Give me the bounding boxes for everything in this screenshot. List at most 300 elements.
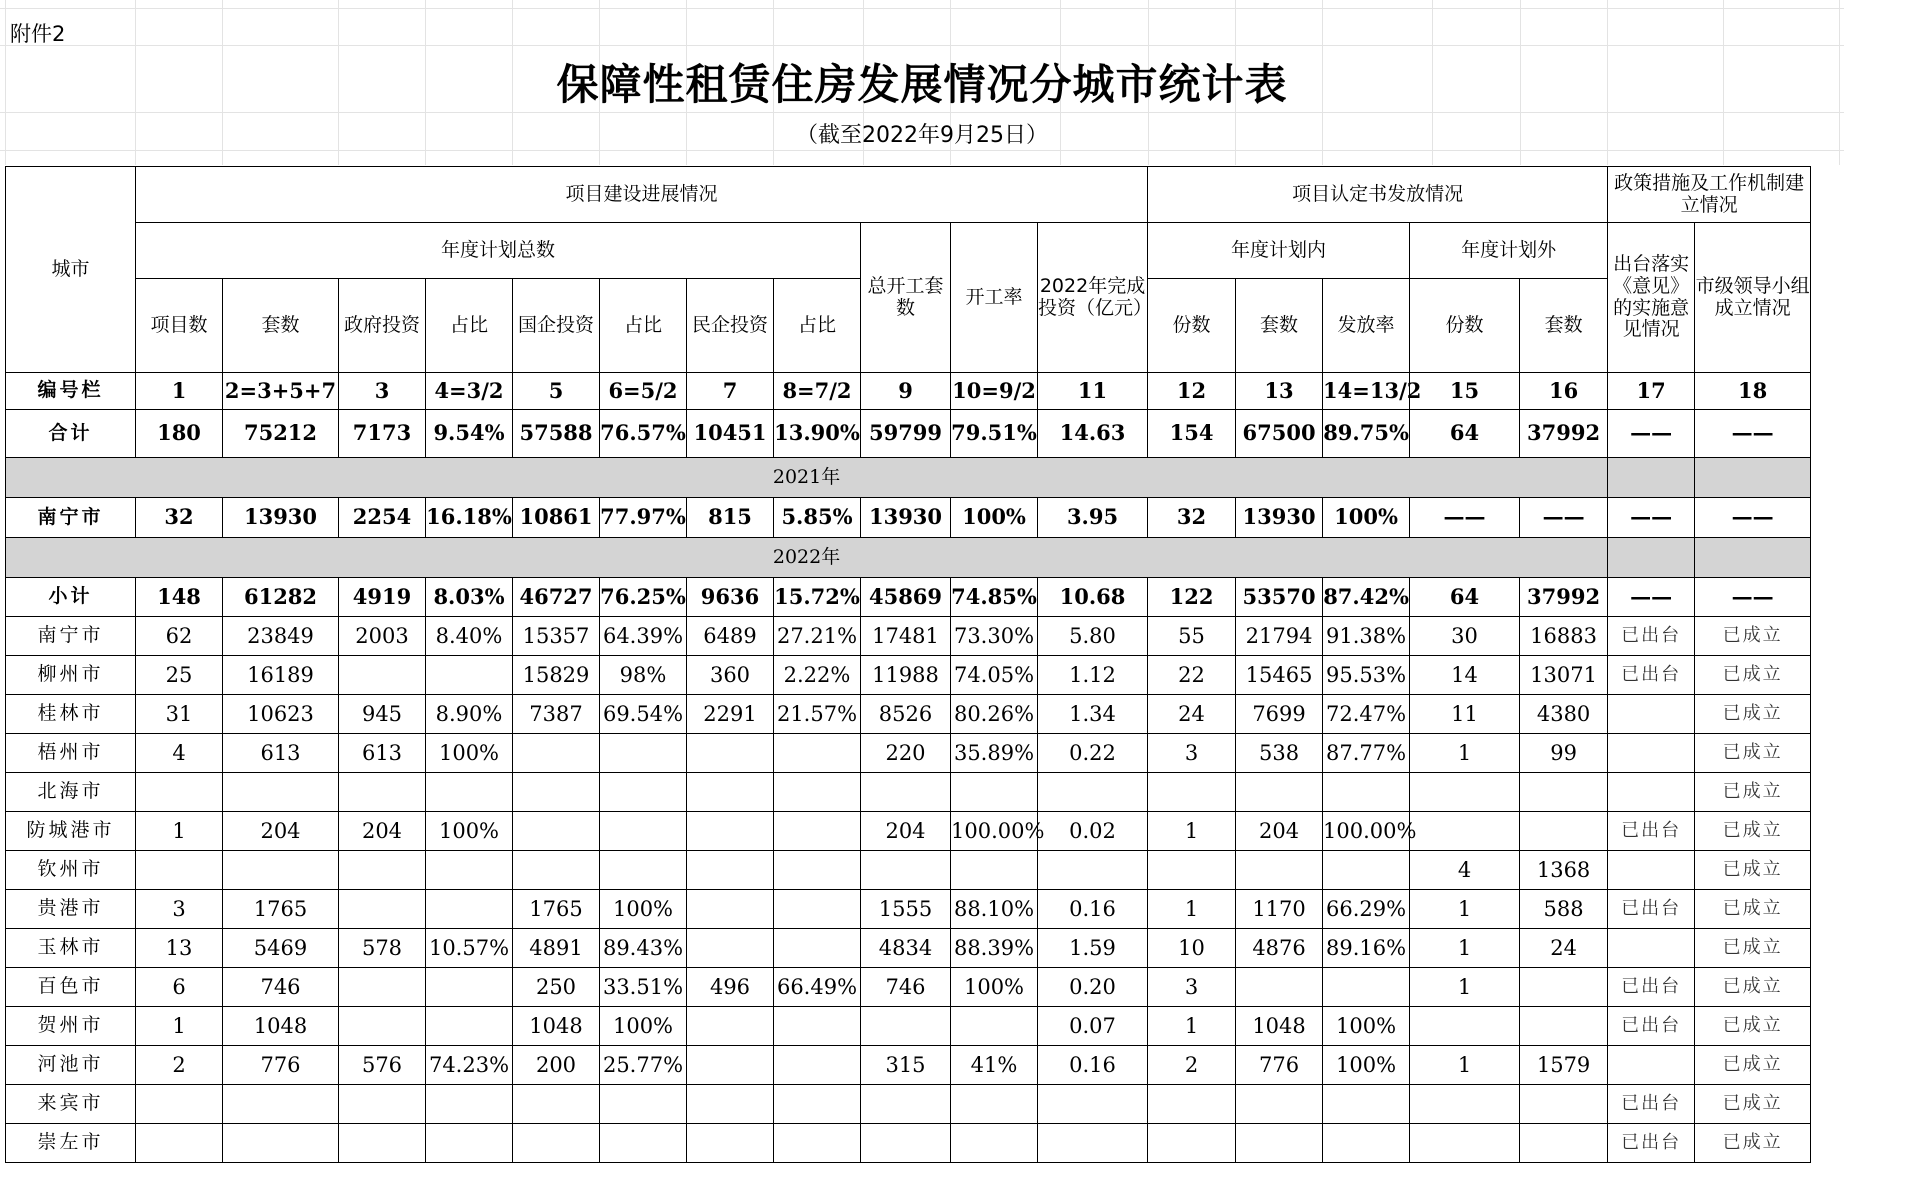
table-cell: 1 bbox=[136, 1007, 223, 1046]
table-cell bbox=[951, 851, 1038, 890]
table-cell: 8.90% bbox=[426, 695, 513, 734]
table-cell bbox=[223, 1085, 339, 1124]
table-cell: 14.63 bbox=[1038, 410, 1148, 458]
table-cell: 1 bbox=[1410, 1046, 1520, 1085]
table-cell: 24 bbox=[1148, 695, 1236, 734]
header-policy: 政策措施及工作机制建立情况 bbox=[1608, 167, 1811, 223]
header-units-in: 套数 bbox=[1236, 279, 1323, 373]
city-name-cell: 崇左市 bbox=[6, 1124, 136, 1163]
table-cell: 8.03% bbox=[426, 578, 513, 617]
table-cell bbox=[1608, 929, 1695, 968]
table-cell: 61282 bbox=[223, 578, 339, 617]
table-cell bbox=[223, 1124, 339, 1163]
table-cell bbox=[1410, 773, 1520, 812]
table-cell: 9 bbox=[861, 373, 951, 410]
table-cell: 14 bbox=[1410, 656, 1520, 695]
table-cell: 91.38% bbox=[1323, 617, 1410, 656]
table-cell: 3 bbox=[1148, 734, 1236, 773]
table-cell: 1.34 bbox=[1038, 695, 1148, 734]
table-cell: 576 bbox=[339, 1046, 426, 1085]
table-cell: 80.26% bbox=[951, 695, 1038, 734]
table-cell: 13930 bbox=[223, 498, 339, 538]
table-cell: 1579 bbox=[1520, 1046, 1608, 1085]
table-cell: 0.07 bbox=[1038, 1007, 1148, 1046]
table-cell bbox=[1038, 773, 1148, 812]
table-cell: 776 bbox=[1236, 1046, 1323, 1085]
table-cell: 13 bbox=[136, 929, 223, 968]
status-cell: 已成立 bbox=[1695, 695, 1811, 734]
table-cell: 76.25% bbox=[600, 578, 687, 617]
table-cell: 89.16% bbox=[1323, 929, 1410, 968]
status-cell: 已成立 bbox=[1695, 617, 1811, 656]
table-cell bbox=[861, 1085, 951, 1124]
status-cell: 已成立 bbox=[1695, 1124, 1811, 1163]
table-cell bbox=[426, 1007, 513, 1046]
table-cell: 2254 bbox=[339, 498, 426, 538]
table-cell: 17481 bbox=[861, 617, 951, 656]
table-cell bbox=[861, 851, 951, 890]
table-cell: —— bbox=[1520, 498, 1608, 538]
table-cell: 15465 bbox=[1236, 656, 1323, 695]
table-cell bbox=[774, 1046, 861, 1085]
table-cell: 46727 bbox=[513, 578, 600, 617]
city-row bbox=[6, 1085, 1927, 1124]
table-cell bbox=[136, 1085, 223, 1124]
table-cell: 88.39% bbox=[951, 929, 1038, 968]
table-cell: 5.85% bbox=[774, 498, 861, 538]
table-cell: 2=3+5+7 bbox=[223, 373, 339, 410]
table-cell: 0.02 bbox=[1038, 812, 1148, 851]
table-cell bbox=[774, 1007, 861, 1046]
table-cell: 2291 bbox=[687, 695, 774, 734]
table-cell: 33.51% bbox=[600, 968, 687, 1007]
table-cell: 6=5/2 bbox=[600, 373, 687, 410]
table-cell: 16189 bbox=[223, 656, 339, 695]
table-cell bbox=[1236, 773, 1323, 812]
table-cell: 746 bbox=[223, 968, 339, 1007]
header-invest-2022: 2022年完成投资（亿元） bbox=[1038, 223, 1148, 373]
table-cell bbox=[1148, 1085, 1236, 1124]
city-row bbox=[6, 734, 1927, 773]
table-cell: 30 bbox=[1410, 617, 1520, 656]
table-cell bbox=[1323, 968, 1410, 1007]
table-cell: 8526 bbox=[861, 695, 951, 734]
table-cell bbox=[1148, 773, 1236, 812]
status-cell: 已成立 bbox=[1695, 968, 1811, 1007]
header-construction: 项目建设进展情况 bbox=[136, 167, 1148, 223]
table-cell: 12 bbox=[1148, 373, 1236, 410]
table-cell: 2003 bbox=[339, 617, 426, 656]
table-cell: 62 bbox=[136, 617, 223, 656]
table-cell bbox=[339, 968, 426, 1007]
table-cell: —— bbox=[1695, 498, 1811, 538]
table-cell: —— bbox=[1410, 498, 1520, 538]
table-cell bbox=[339, 890, 426, 929]
table-cell: 204 bbox=[1236, 812, 1323, 851]
table-cell: 32 bbox=[136, 498, 223, 538]
table-cell bbox=[600, 773, 687, 812]
page-subtitle: （截至2022年9月25日） bbox=[796, 123, 1048, 148]
table-cell: 3 bbox=[339, 373, 426, 410]
table-cell: 613 bbox=[223, 734, 339, 773]
table-cell bbox=[1520, 773, 1608, 812]
table-cell: —— bbox=[1695, 410, 1811, 458]
city-name-cell: 梧州市 bbox=[6, 734, 136, 773]
city-name-cell: 来宾市 bbox=[6, 1085, 136, 1124]
table-cell bbox=[687, 1007, 774, 1046]
table-cell: 74.05% bbox=[951, 656, 1038, 695]
table-cell: 5 bbox=[513, 373, 600, 410]
table-cell: 204 bbox=[861, 812, 951, 851]
header-project-count: 项目数 bbox=[136, 279, 223, 373]
table-cell: 37992 bbox=[1520, 410, 1608, 458]
table-cell: 100% bbox=[1323, 1007, 1410, 1046]
table-cell: 1 bbox=[1410, 734, 1520, 773]
table-cell: —— bbox=[1695, 578, 1811, 617]
status-cell: 已成立 bbox=[1695, 1007, 1811, 1046]
table-cell bbox=[774, 1085, 861, 1124]
table-cell: 10861 bbox=[513, 498, 600, 538]
status-cell: 已出台 bbox=[1608, 890, 1695, 929]
table-cell: 7 bbox=[687, 373, 774, 410]
table-cell: 1.59 bbox=[1038, 929, 1148, 968]
table-cell bbox=[1608, 695, 1695, 734]
header-start-rate: 开工率 bbox=[951, 223, 1038, 373]
city-row bbox=[6, 968, 1927, 1007]
table-cell bbox=[861, 1124, 951, 1163]
table-cell bbox=[1148, 851, 1236, 890]
table-cell: 6 bbox=[136, 968, 223, 1007]
city-row bbox=[6, 617, 1927, 656]
table-cell: 64 bbox=[1410, 410, 1520, 458]
table-cell: 6489 bbox=[687, 617, 774, 656]
table-cell: 496 bbox=[687, 968, 774, 1007]
table-cell: 220 bbox=[861, 734, 951, 773]
table-cell: 64 bbox=[1410, 578, 1520, 617]
table-cell: 16.18% bbox=[426, 498, 513, 538]
table-cell: —— bbox=[1608, 498, 1695, 538]
table-cell bbox=[1323, 851, 1410, 890]
table-cell: 16883 bbox=[1520, 617, 1608, 656]
table-cell bbox=[687, 1124, 774, 1163]
city-row bbox=[6, 773, 1927, 812]
table-cell: 95.53% bbox=[1323, 656, 1410, 695]
table-cell: 1 bbox=[136, 812, 223, 851]
table-cell bbox=[687, 1046, 774, 1085]
table-cell bbox=[1038, 1124, 1148, 1163]
table-cell bbox=[1608, 1046, 1695, 1085]
table-cell: 538 bbox=[1236, 734, 1323, 773]
table-cell: 9636 bbox=[687, 578, 774, 617]
status-cell: 已出台 bbox=[1608, 1085, 1695, 1124]
table-cell: 4919 bbox=[339, 578, 426, 617]
table-cell: 98% bbox=[600, 656, 687, 695]
table-cell bbox=[1236, 1085, 1323, 1124]
table-cell: 25 bbox=[136, 656, 223, 695]
table-cell: 11988 bbox=[861, 656, 951, 695]
table-cell: 1 bbox=[136, 373, 223, 410]
table-cell bbox=[861, 773, 951, 812]
table-cell: 100% bbox=[951, 498, 1038, 538]
table-cell bbox=[1148, 1124, 1236, 1163]
table-cell: 7699 bbox=[1236, 695, 1323, 734]
annex-label: 附件2 bbox=[10, 22, 66, 46]
table-cell: 14=13/2 bbox=[1323, 373, 1410, 410]
table-cell: 10=9/2 bbox=[951, 373, 1038, 410]
table-cell bbox=[339, 1124, 426, 1163]
city-name-cell: 小计 bbox=[6, 578, 136, 617]
table-cell: 88.10% bbox=[951, 890, 1038, 929]
header-units: 套数 bbox=[223, 279, 339, 373]
status-cell: 已出台 bbox=[1608, 968, 1695, 1007]
city-name-cell: 玉林市 bbox=[6, 929, 136, 968]
table-cell: 89.75% bbox=[1323, 410, 1410, 458]
table-cell bbox=[951, 1007, 1038, 1046]
statistics-table bbox=[5, 166, 1927, 1163]
table-cell bbox=[1608, 773, 1695, 812]
table-cell: 4876 bbox=[1236, 929, 1323, 968]
status-cell: 已成立 bbox=[1695, 734, 1811, 773]
section-band-label: 2022年 bbox=[6, 538, 1608, 578]
header-copies-out: 份数 bbox=[1410, 279, 1520, 373]
table-cell: 66.29% bbox=[1323, 890, 1410, 929]
table-cell: 24 bbox=[1520, 929, 1608, 968]
table-cell: 72.47% bbox=[1323, 695, 1410, 734]
table-cell bbox=[136, 773, 223, 812]
table-cell: 35.89% bbox=[951, 734, 1038, 773]
table-cell bbox=[951, 773, 1038, 812]
table-cell bbox=[513, 851, 600, 890]
table-cell: 7387 bbox=[513, 695, 600, 734]
status-cell: 已出台 bbox=[1608, 1007, 1695, 1046]
table-cell bbox=[687, 734, 774, 773]
table-cell: 41% bbox=[951, 1046, 1038, 1085]
table-cell: 10451 bbox=[687, 410, 774, 458]
table-cell bbox=[687, 929, 774, 968]
table-cell bbox=[339, 851, 426, 890]
table-cell: 5.80 bbox=[1038, 617, 1148, 656]
table-cell: 4834 bbox=[861, 929, 951, 968]
header-annual-plan-total: 年度计划总数 bbox=[136, 223, 861, 279]
table-cell: 64.39% bbox=[600, 617, 687, 656]
table-cell bbox=[1608, 851, 1695, 890]
table-cell: 100% bbox=[426, 812, 513, 851]
table-cell: 89.43% bbox=[600, 929, 687, 968]
table-cell: 122 bbox=[1148, 578, 1236, 617]
table-cell: 59799 bbox=[861, 410, 951, 458]
city-name-cell: 贺州市 bbox=[6, 1007, 136, 1046]
table-cell: 154 bbox=[1148, 410, 1236, 458]
table-cell: 45869 bbox=[861, 578, 951, 617]
city-name-cell: 桂林市 bbox=[6, 695, 136, 734]
status-cell: 已成立 bbox=[1695, 1046, 1811, 1085]
table-cell: 1765 bbox=[513, 890, 600, 929]
table-cell: 180 bbox=[136, 410, 223, 458]
table-cell bbox=[687, 1085, 774, 1124]
table-cell: 613 bbox=[339, 734, 426, 773]
table-cell bbox=[1410, 1007, 1520, 1046]
table-cell bbox=[687, 812, 774, 851]
table-cell: 1 bbox=[1410, 929, 1520, 968]
table-cell: 8.40% bbox=[426, 617, 513, 656]
table-cell bbox=[1410, 1124, 1520, 1163]
table-cell: 2 bbox=[1148, 1046, 1236, 1085]
table-cell bbox=[774, 812, 861, 851]
table-cell bbox=[426, 1124, 513, 1163]
city-row bbox=[6, 1046, 1927, 1085]
status-cell: 已成立 bbox=[1695, 929, 1811, 968]
table-cell: 1048 bbox=[1236, 1007, 1323, 1046]
table-cell: 0.22 bbox=[1038, 734, 1148, 773]
table-cell: 578 bbox=[339, 929, 426, 968]
status-cell: 已成立 bbox=[1695, 1085, 1811, 1124]
table-cell bbox=[426, 968, 513, 1007]
status-cell: 已出台 bbox=[1608, 1124, 1695, 1163]
table-cell: 2 bbox=[136, 1046, 223, 1085]
table-cell: 0.16 bbox=[1038, 1046, 1148, 1085]
table-cell: 73.30% bbox=[951, 617, 1038, 656]
total-row bbox=[6, 410, 1927, 458]
table-cell bbox=[600, 1124, 687, 1163]
section-band-filler bbox=[1695, 538, 1811, 578]
header-copies-in: 份数 bbox=[1148, 279, 1236, 373]
table-cell: 1.12 bbox=[1038, 656, 1148, 695]
table-cell: 250 bbox=[513, 968, 600, 1007]
table-cell: 2.22% bbox=[774, 656, 861, 695]
table-cell: 0.20 bbox=[1038, 968, 1148, 1007]
city-name-cell: 柳州市 bbox=[6, 656, 136, 695]
table-cell bbox=[1236, 851, 1323, 890]
table-cell: 1 bbox=[1148, 812, 1236, 851]
table-cell: 18 bbox=[1695, 373, 1811, 410]
table-cell: 4380 bbox=[1520, 695, 1608, 734]
table-cell: 10.57% bbox=[426, 929, 513, 968]
table-cell bbox=[1038, 1085, 1148, 1124]
table-cell: 69.54% bbox=[600, 695, 687, 734]
table-cell bbox=[687, 851, 774, 890]
table-cell: 77.97% bbox=[600, 498, 687, 538]
table-cell bbox=[513, 734, 600, 773]
table-cell bbox=[1236, 1124, 1323, 1163]
table-cell: —— bbox=[1608, 410, 1695, 458]
table-cell bbox=[774, 890, 861, 929]
table-cell: 21794 bbox=[1236, 617, 1323, 656]
gridline bbox=[0, 45, 1844, 46]
table-cell: 100.00% bbox=[951, 812, 1038, 851]
table-cell: 15.72% bbox=[774, 578, 861, 617]
table-cell bbox=[1236, 968, 1323, 1007]
table-cell: 17 bbox=[1608, 373, 1695, 410]
gridline bbox=[0, 112, 1844, 113]
city-name-cell: 贵港市 bbox=[6, 890, 136, 929]
table-cell bbox=[1520, 968, 1608, 1007]
table-cell: 75212 bbox=[223, 410, 339, 458]
table-cell: 3 bbox=[136, 890, 223, 929]
table-cell: 32 bbox=[1148, 498, 1236, 538]
gridline bbox=[0, 150, 1844, 151]
city-name-cell: 百色市 bbox=[6, 968, 136, 1007]
table-cell bbox=[426, 773, 513, 812]
table-cell bbox=[600, 1085, 687, 1124]
table-cell bbox=[1520, 1085, 1608, 1124]
table-cell bbox=[774, 851, 861, 890]
table-cell: 776 bbox=[223, 1046, 339, 1085]
header-certificates: 项目认定书发放情况 bbox=[1148, 167, 1608, 223]
header-ratio-soe: 占比 bbox=[600, 279, 687, 373]
table-cell bbox=[513, 1085, 600, 1124]
table-cell bbox=[1410, 812, 1520, 851]
table-cell: 74.85% bbox=[951, 578, 1038, 617]
table-cell bbox=[600, 851, 687, 890]
table-cell bbox=[426, 656, 513, 695]
table-cell bbox=[774, 929, 861, 968]
table-cell: 5469 bbox=[223, 929, 339, 968]
table-cell: 588 bbox=[1520, 890, 1608, 929]
table-cell: 3 bbox=[1148, 968, 1236, 1007]
city-name-cell: 防城港市 bbox=[6, 812, 136, 851]
city-name-cell: 编号栏 bbox=[6, 373, 136, 410]
table-cell: 15 bbox=[1410, 373, 1520, 410]
table-cell: 945 bbox=[339, 695, 426, 734]
table-cell: 21.57% bbox=[774, 695, 861, 734]
table-cell: 3.95 bbox=[1038, 498, 1148, 538]
table-cell: 76.57% bbox=[600, 410, 687, 458]
header-gov-invest: 政府投资 bbox=[339, 279, 426, 373]
table-cell: 13 bbox=[1236, 373, 1323, 410]
city-name-cell: 南宁市 bbox=[6, 617, 136, 656]
table-cell bbox=[1323, 1124, 1410, 1163]
city-row bbox=[6, 851, 1927, 890]
table-cell: 100% bbox=[600, 890, 687, 929]
table-cell bbox=[687, 773, 774, 812]
city-row bbox=[6, 1007, 1927, 1046]
table-cell: 66.49% bbox=[774, 968, 861, 1007]
table-cell bbox=[951, 1124, 1038, 1163]
table-cell bbox=[1323, 1085, 1410, 1124]
table-cell: 11 bbox=[1410, 695, 1520, 734]
table-cell: 204 bbox=[223, 812, 339, 851]
table-cell bbox=[687, 890, 774, 929]
header-policy-issued: 出台落实《意见》的实施意见情况 bbox=[1608, 223, 1695, 373]
table-cell bbox=[1323, 773, 1410, 812]
table-cell: 100% bbox=[1323, 1046, 1410, 1085]
table-cell: 1170 bbox=[1236, 890, 1323, 929]
status-cell: 已成立 bbox=[1695, 773, 1811, 812]
table-cell bbox=[426, 851, 513, 890]
table-cell bbox=[600, 812, 687, 851]
table-cell: 10623 bbox=[223, 695, 339, 734]
header-private-invest: 民企投资 bbox=[687, 279, 774, 373]
table-cell bbox=[1038, 851, 1148, 890]
table-cell: 1048 bbox=[223, 1007, 339, 1046]
table-cell: 1 bbox=[1410, 968, 1520, 1007]
table-cell: 13930 bbox=[861, 498, 951, 538]
table-cell: 100% bbox=[1323, 498, 1410, 538]
city-row bbox=[6, 695, 1927, 734]
header-outside-plan: 年度计划外 bbox=[1410, 223, 1608, 279]
table-cell: 53570 bbox=[1236, 578, 1323, 617]
table-cell: —— bbox=[1608, 578, 1695, 617]
table-cell: 1 bbox=[1148, 1007, 1236, 1046]
table-cell bbox=[223, 773, 339, 812]
status-cell: 已成立 bbox=[1695, 851, 1811, 890]
table-cell: 79.51% bbox=[951, 410, 1038, 458]
table-cell: 27.21% bbox=[774, 617, 861, 656]
band-2021 bbox=[6, 458, 1927, 498]
band-2022 bbox=[6, 538, 1927, 578]
table-cell bbox=[1410, 1085, 1520, 1124]
table-cell: 1048 bbox=[513, 1007, 600, 1046]
